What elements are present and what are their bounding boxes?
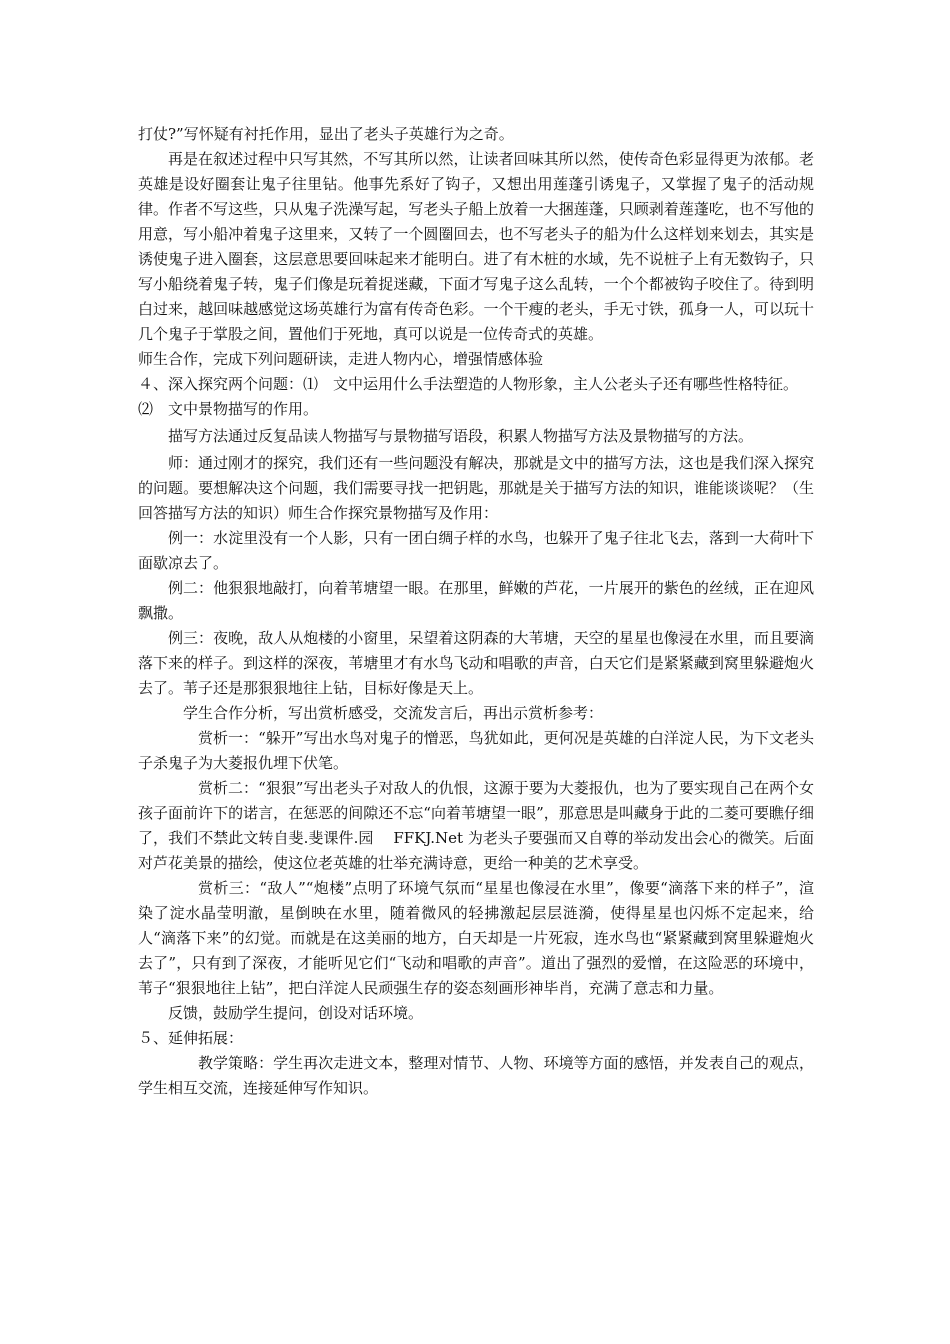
paragraph-4: ４、深入探究两个问题：⑴ 文中运用什么手法塑造的人物形象，主人公老头子还有哪些性格特征。 (138, 375, 799, 393)
paragraph-12: 赏析一：“躲开”写出水鸟对鬼子的憎恶，鸟犹如此，更何况是英雄的白洋淀人民，为下文老头子杀鬼子为大菱报仇埋下伏笔。 (138, 729, 814, 772)
body-text (138, 122, 814, 1101)
paragraph-11: 学生合作分析，写出赏析感受，交流发言后，再出示赏析参考： (183, 704, 604, 722)
paragraph-17: 教学策略：学生再次走进文本，整理对情节、人物、环境等方面的感悟，并发表自己的观点，学生相互交流，连接延伸写作知识。 (138, 1054, 814, 1097)
paragraph-2: 再是在叙述过程中只写其然，不写其所以然，让读者回味其所以然，使传奇色彩显得更为浓郁。老英雄是设好圈套让鬼子往里钻。他事先系好了钩子，又想出用莲蓬引诱鬼子，又掌握了鬼子的活动规律。作者不写这些，只从鬼子洗澡写起，写老头子船上放着一大捆莲蓬，只顾剥着莲蓬吃，也不写他的用意，写小船冲着鬼子这里来，又转了一个圆圈回去，也不写老头子的船为什么这样划来划去，其实是诱使鬼子进入圈套，这层意思要回味起来才能明白。进了有木桩的水域，先不说桩子上有无数钩子，只写小船绕着鬼子转，鬼子们像是玩着捉迷藏，下面才写鬼子这么乱转，一个个都被钩子咬住了。待到明白过来，越回味越感觉这场英雄行为富有传奇色彩。一个干瘦的老头，手无寸铁，孤身一人，可以玩十几个鬼子于掌股之间，置他们于死地，真可以说是一位传奇式的英雄。 (138, 150, 814, 343)
paragraph-9: 例二：他狠狠地敲打，向着苇塘望一眼。在那里，鲜嫩的芦花，一片展开的紫色的丝绒，正在迎风飘撒。 (138, 579, 814, 622)
paragraph-3: 师生合作，完成下列问题研读，走进人物内心，增强情感体验 (138, 350, 544, 368)
paragraph-7: 师：通过刚才的探究，我们还有一些问题没有解决，那就是文中的描写方法，这也是我们深入探究的问题。要想解决这个问题，我们需要寻找一把钥匙，那就是关于描写方法的知识，谁能谈谈呢？（生回答描写方法的知识）师生合作探究景物描写及作用： (138, 454, 814, 522)
paragraph-8: 例一：水淀里没有一个人影，只有一团白绸子样的水鸟，也躲开了鬼子往北飞去，落到一大荷叶下面歇凉去了。 (138, 529, 814, 572)
paragraph-15: 反馈，鼓励学生提问，创设对话环境。 (168, 1004, 424, 1022)
paragraph-14: 赏析三：“敌人”“炮楼”点明了环境气氛而“星星也像浸在水里”，像要“滴落下来的样子”，渲染了淀水晶莹明澈，星倒映在水里，随着微风的轻拂激起层层涟漪，使得星星也闪烁不定起来，给人“滴落下来”的幻觉。而就是在这美丽的地方，白天却是一片死寂，连水鸟也“紧紧藏到窝里躲避炮火去了”，只有到了深夜，才能听见它们“飞动和唱歌的声音”。道出了强烈的爱憎，在这险恶的环境中，苇子“狠狠地往上钻”，把白洋淀人民顽强生存的姿态刻画形神毕肖，充满了意志和力量。 (138, 879, 814, 997)
paragraph-13: 赏析二：“狠狠”写出老头子对敌人的仇恨，这源于要为大菱报仇，也为了要实现自己在两个女孩子面前许下的诺言，在惩恶的间隙还不忘“向着苇塘望一眼”，那意思是叫藏身于此的二菱可要瞧仔细了，我们不禁此文转自斐.斐课件.园 FFKJ.Net 为老头子要强而又自尊的举动发出会心的微笑。后面对芦花美景的描绘，使这位老英雄的壮举充满诗意，更给一种美的艺术享受。 (138, 779, 814, 872)
paragraph-5: ⑵ 文中景物描写的作用。 (138, 400, 319, 418)
paragraph-16: ５、延伸拓展： (138, 1029, 244, 1047)
paragraph-1: 打仗?”写怀疑有衬托作用，显出了老头子英雄行为之奇。 (138, 125, 514, 143)
paragraph-10: 例三：夜晚，敌人从炮楼的小窗里，呆望着这阴森的大苇塘，天空的星星也像浸在水里，而且要滴落下来的样子。到这样的深夜，苇塘里才有水鸟飞动和唱歌的声音，白天它们是紧紧藏到窝里躲避炮火去了。苇子还是那狠狠地往上钻，目标好像是天上。 (138, 629, 814, 697)
paragraph-6: 描写方法通过反复品读人物描写与景物描写语段，积累人物描写方法及景物描写的方法。 (168, 427, 754, 445)
